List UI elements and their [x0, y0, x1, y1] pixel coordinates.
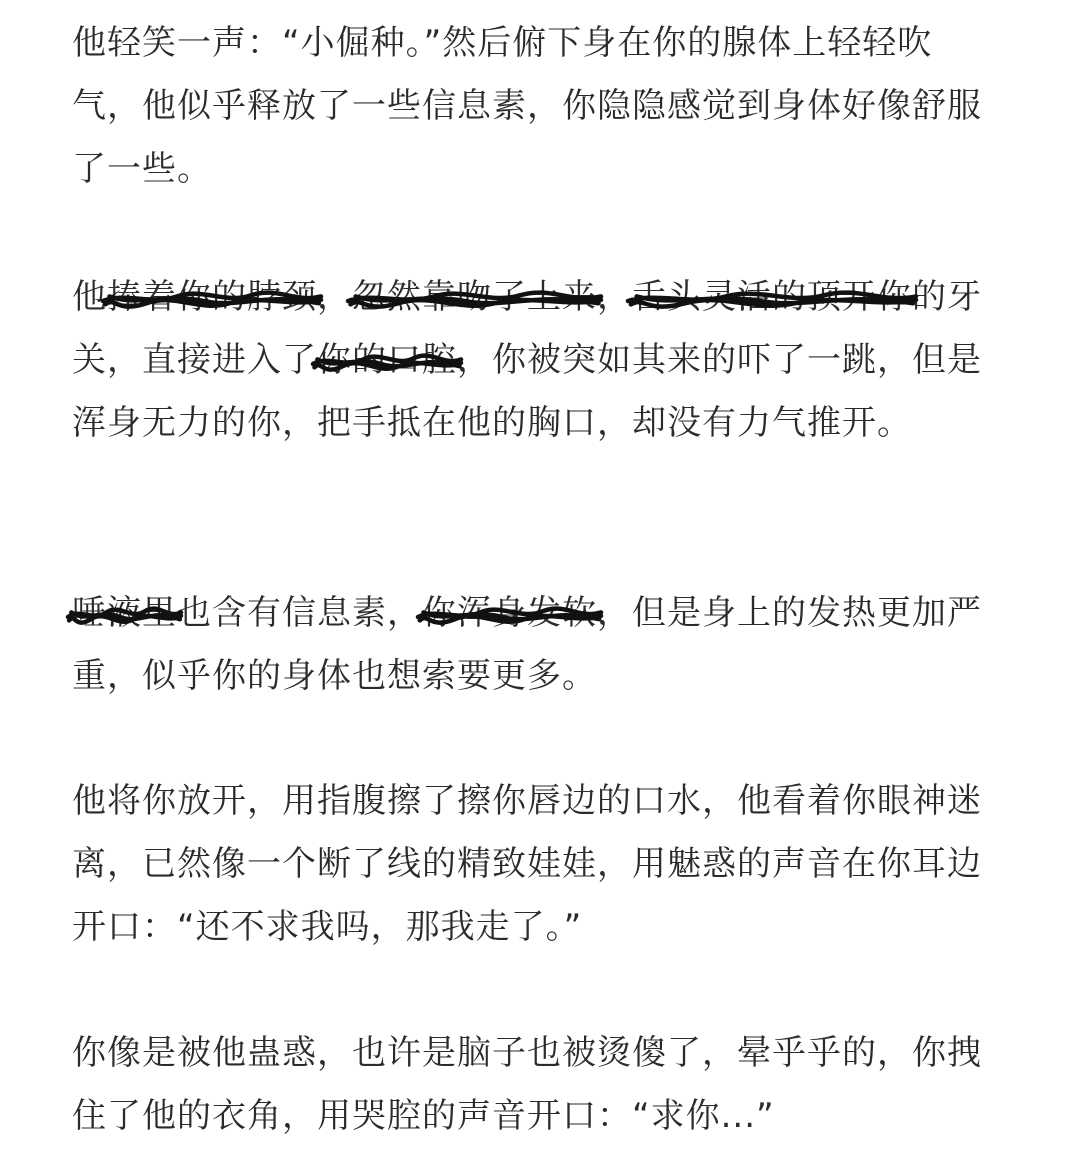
text-run: 他轻笑一声：“小倔种。”然后俯下身在你的腺体上轻轻吹气，他似乎释放了一些信息素，你隐隐感觉到身体好像舒服了一些。: [72, 23, 982, 189]
scribbled-text-content: 你的口腔: [317, 340, 457, 380]
scribbled-text-content: 捧着你的脖颈: [107, 277, 317, 317]
scribbled-text: [317, 340, 457, 380]
paragraph-4: [72, 770, 1002, 959]
paragraph-3: [72, 582, 1002, 708]
text-run: 他: [72, 277, 107, 317]
text-run: 你像是被他蛊惑，也许是脑子也被烫傻了，晕乎乎的，你拽住了他的衣角，用哭腔的声音开口：“求你...”: [72, 1033, 982, 1136]
scribbled-text-content: 忽然靠吻了上来: [352, 277, 597, 317]
text-run: 也含有信息素，: [177, 593, 422, 633]
text-run: 他将你放开，用指腹擦了擦你唇边的口水，他看着你眼神迷离，已然像一个断了线的精致娃娃，用魅惑的声音在你耳边开口：“还不求我吗，那我走了。”: [72, 781, 982, 947]
text-run: ，你被突如其来的吓了一跳，但是浑身无力的你，把手抵在他的胸口，却没有力气推开。: [72, 340, 982, 443]
paragraph-5: [72, 1022, 1002, 1148]
paragraph-1: [72, 12, 1002, 201]
scribbled-text-content: 唾液里: [72, 593, 177, 633]
text-run: 的牙关，直接进入了: [72, 277, 982, 380]
scribbled-text: [72, 593, 177, 633]
scribbled-text: [422, 593, 597, 633]
paragraph-2: [72, 266, 1002, 455]
scribbled-text-content: 舌头灵活的顶开你: [632, 277, 912, 317]
text-run: ，但是身上的发热更加严重，似乎你的身体也想索要更多。: [72, 593, 982, 696]
text-run: ，: [597, 277, 632, 317]
scribbled-text: [352, 277, 597, 317]
scribbled-text-content: 你浑身发软: [422, 593, 597, 633]
scribbled-text: [632, 277, 912, 317]
scribbled-text: [107, 277, 317, 317]
text-run: ，: [317, 277, 352, 317]
